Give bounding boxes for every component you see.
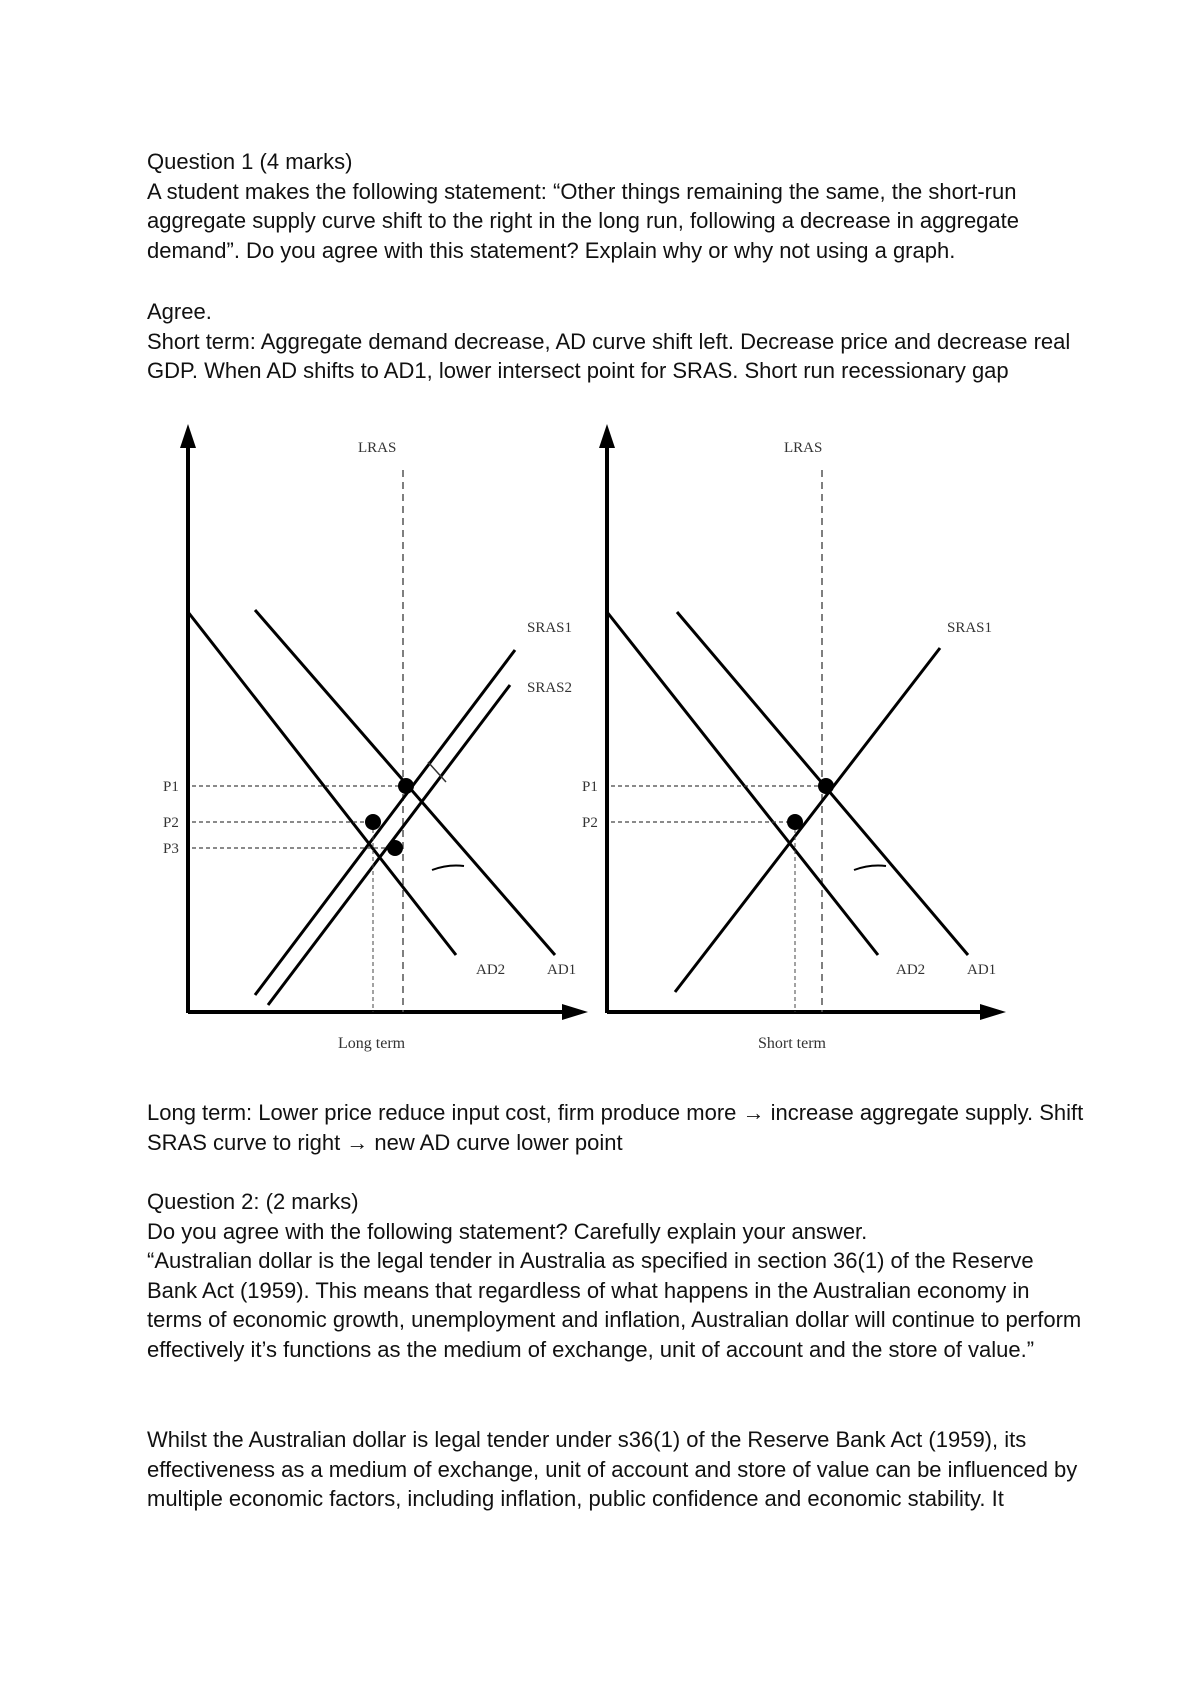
question-2-prompt: Do you agree with the following statement? Carefully explain your answer. — [147, 1218, 868, 1244]
short-term-graph — [582, 424, 1006, 1052]
equilibrium-point-p2 — [787, 814, 803, 830]
long-term-graph — [163, 424, 588, 1052]
price-label-p3: P3 — [163, 841, 179, 857]
y-axis-arrow-icon — [599, 424, 615, 448]
shift-arrow-icon — [854, 866, 886, 871]
ad2-label: AD2 — [476, 962, 506, 978]
ad1-label: AD1 — [967, 962, 997, 978]
x-axis-arrow-icon — [980, 1004, 1006, 1020]
lras-label: LRAS — [784, 440, 823, 456]
equilibrium-point-p3 — [387, 840, 403, 856]
ad2-label: AD2 — [896, 962, 926, 978]
sras2-label: SRAS2 — [527, 680, 573, 696]
equilibrium-point-p2 — [365, 814, 381, 830]
equilibrium-point-p1 — [818, 778, 834, 794]
price-label-p1: P1 — [163, 779, 179, 795]
short-term-xlabel: Short term — [758, 1035, 826, 1052]
question-2-block — [147, 1187, 1087, 1364]
question-1-prompt: A student makes the following statement: “Other things remaining the same, the short-run aggregate supply curve shift to the right in the long run, following a decrease in aggregate demand”. Do you agree with this statement? Explain why or why not using a graph. — [147, 178, 1019, 263]
question-2-quote: “Australian dollar is the legal tender in Australia as specified in section 36(1) of the Reserve Bank Act (1959). This means that regardless of what happens in the Australian economy in terms of economic growth, unemployment and inflation, Australian dollar will continue to perform effectively it’s functions as the medium of exchange, unit of account and the store of value.” — [147, 1248, 1082, 1362]
long-term-xlabel: Long term — [338, 1035, 406, 1052]
answer-1-verdict: Agree. — [147, 299, 212, 324]
answer-2-block — [147, 1425, 1087, 1514]
price-label-p2: P2 — [582, 815, 598, 831]
answer-1-short-term: Short term: Aggregate demand decrease, AD curve shift left. Decrease price and decrease real GDP. When AD shifts to AD1, lower intersect point for SRAS. Short run recessionary gap — [147, 328, 1071, 383]
shift-arrow-icon — [432, 866, 464, 871]
y-axis-arrow-icon — [180, 424, 196, 448]
answer-1-long-term-block — [147, 1098, 1087, 1157]
question-2-heading: Question 2: (2 marks) — [147, 1189, 359, 1214]
equilibrium-point-p1 — [398, 778, 414, 794]
answer-1-long-term: Long term: Lower price reduce input cost, firm produce more → increase aggregate supply. Shift SRAS curve to right → new AD curve lower point — [147, 1100, 1084, 1155]
ad1-label: AD1 — [547, 962, 577, 978]
x-axis-arrow-icon — [562, 1004, 588, 1020]
sras1-label: SRAS1 — [527, 620, 573, 636]
answer-2-text: Whilst the Australian dollar is legal tender under s36(1) of the Reserve Bank Act (1959), its effectiveness as a medium of exchange, unit of account and store of value can be influenced by multiple economic factors, including inflation, public confidence and economic stability. It — [147, 1427, 1078, 1511]
lras-label: LRAS — [358, 440, 397, 456]
question-1-heading: Question 1 (4 marks) — [147, 149, 353, 174]
price-label-p1: P1 — [582, 779, 598, 795]
sras1-label: SRAS1 — [947, 620, 993, 636]
price-label-p2: P2 — [163, 815, 179, 831]
sras1-curve — [675, 648, 940, 992]
